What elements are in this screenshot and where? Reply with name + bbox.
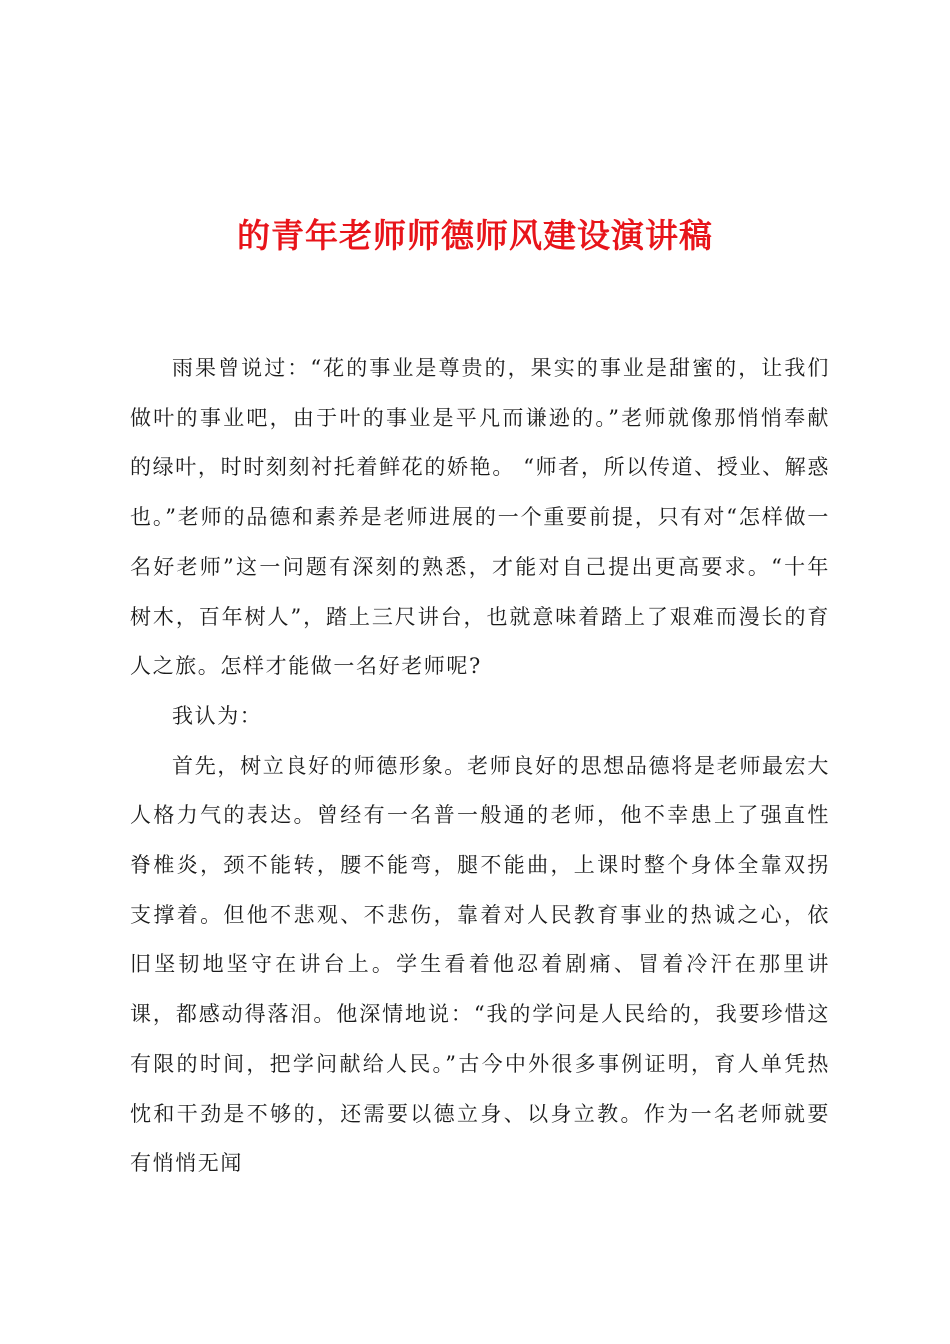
paragraph-first-point: 首先，树立良好的师德形象。老师良好的思想品德将是老师最宏大人格力气的表达。曾经有一名普一般通的老师，他不幸患上了强直性脊椎炎，颈不能转，腰不能弯，腿不能曲，上课时整个身体全靠双拐支撑着。但他不悲观、不悲伤，靠着对人民教育事业的热诚之心，依旧坚韧地坚守在讲台上。学生看着他忍着剧痛、冒着冷汗在那里讲课，都感动得落泪。他深情地说：“我的学问是人民给的，我要珍惜这有限的时间，把学问献给人民。”古今中外很多事例证明，育人单凭热忱和干劲是不够的，还需要以德立身、以身立教。作为一名老师就要有悄悄无闻: [130, 753, 830, 1176]
document-body: [130, 344, 830, 1189]
paragraph-intro: 雨果曾说过：“花的事业是尊贵的，果实的事业是甜蜜的，让我们做叶的事业吧，由于叶的事业是平凡而谦逊的。”老师就像那悄悄奉献的绿叶，时时刻刻衬托着鲜花的娇艳。 “师者，所以传道、授业、解惑也。”老师的品德和素养是老师进展的一个重要前提，只有对“怎样做一名好老师”这一问题有深刻的熟悉，才能对自己提出更高要求。“十年树木，百年树人”，踏上三尺讲台，也就意味着踏上了艰难而漫长的育人之旅。怎样才能做一名好老师呢?: [130, 356, 830, 679]
paragraph-opinion: 我认为：: [172, 703, 263, 728]
document-title: 的青年老师师德师风建设演讲稿: [237, 216, 713, 255]
